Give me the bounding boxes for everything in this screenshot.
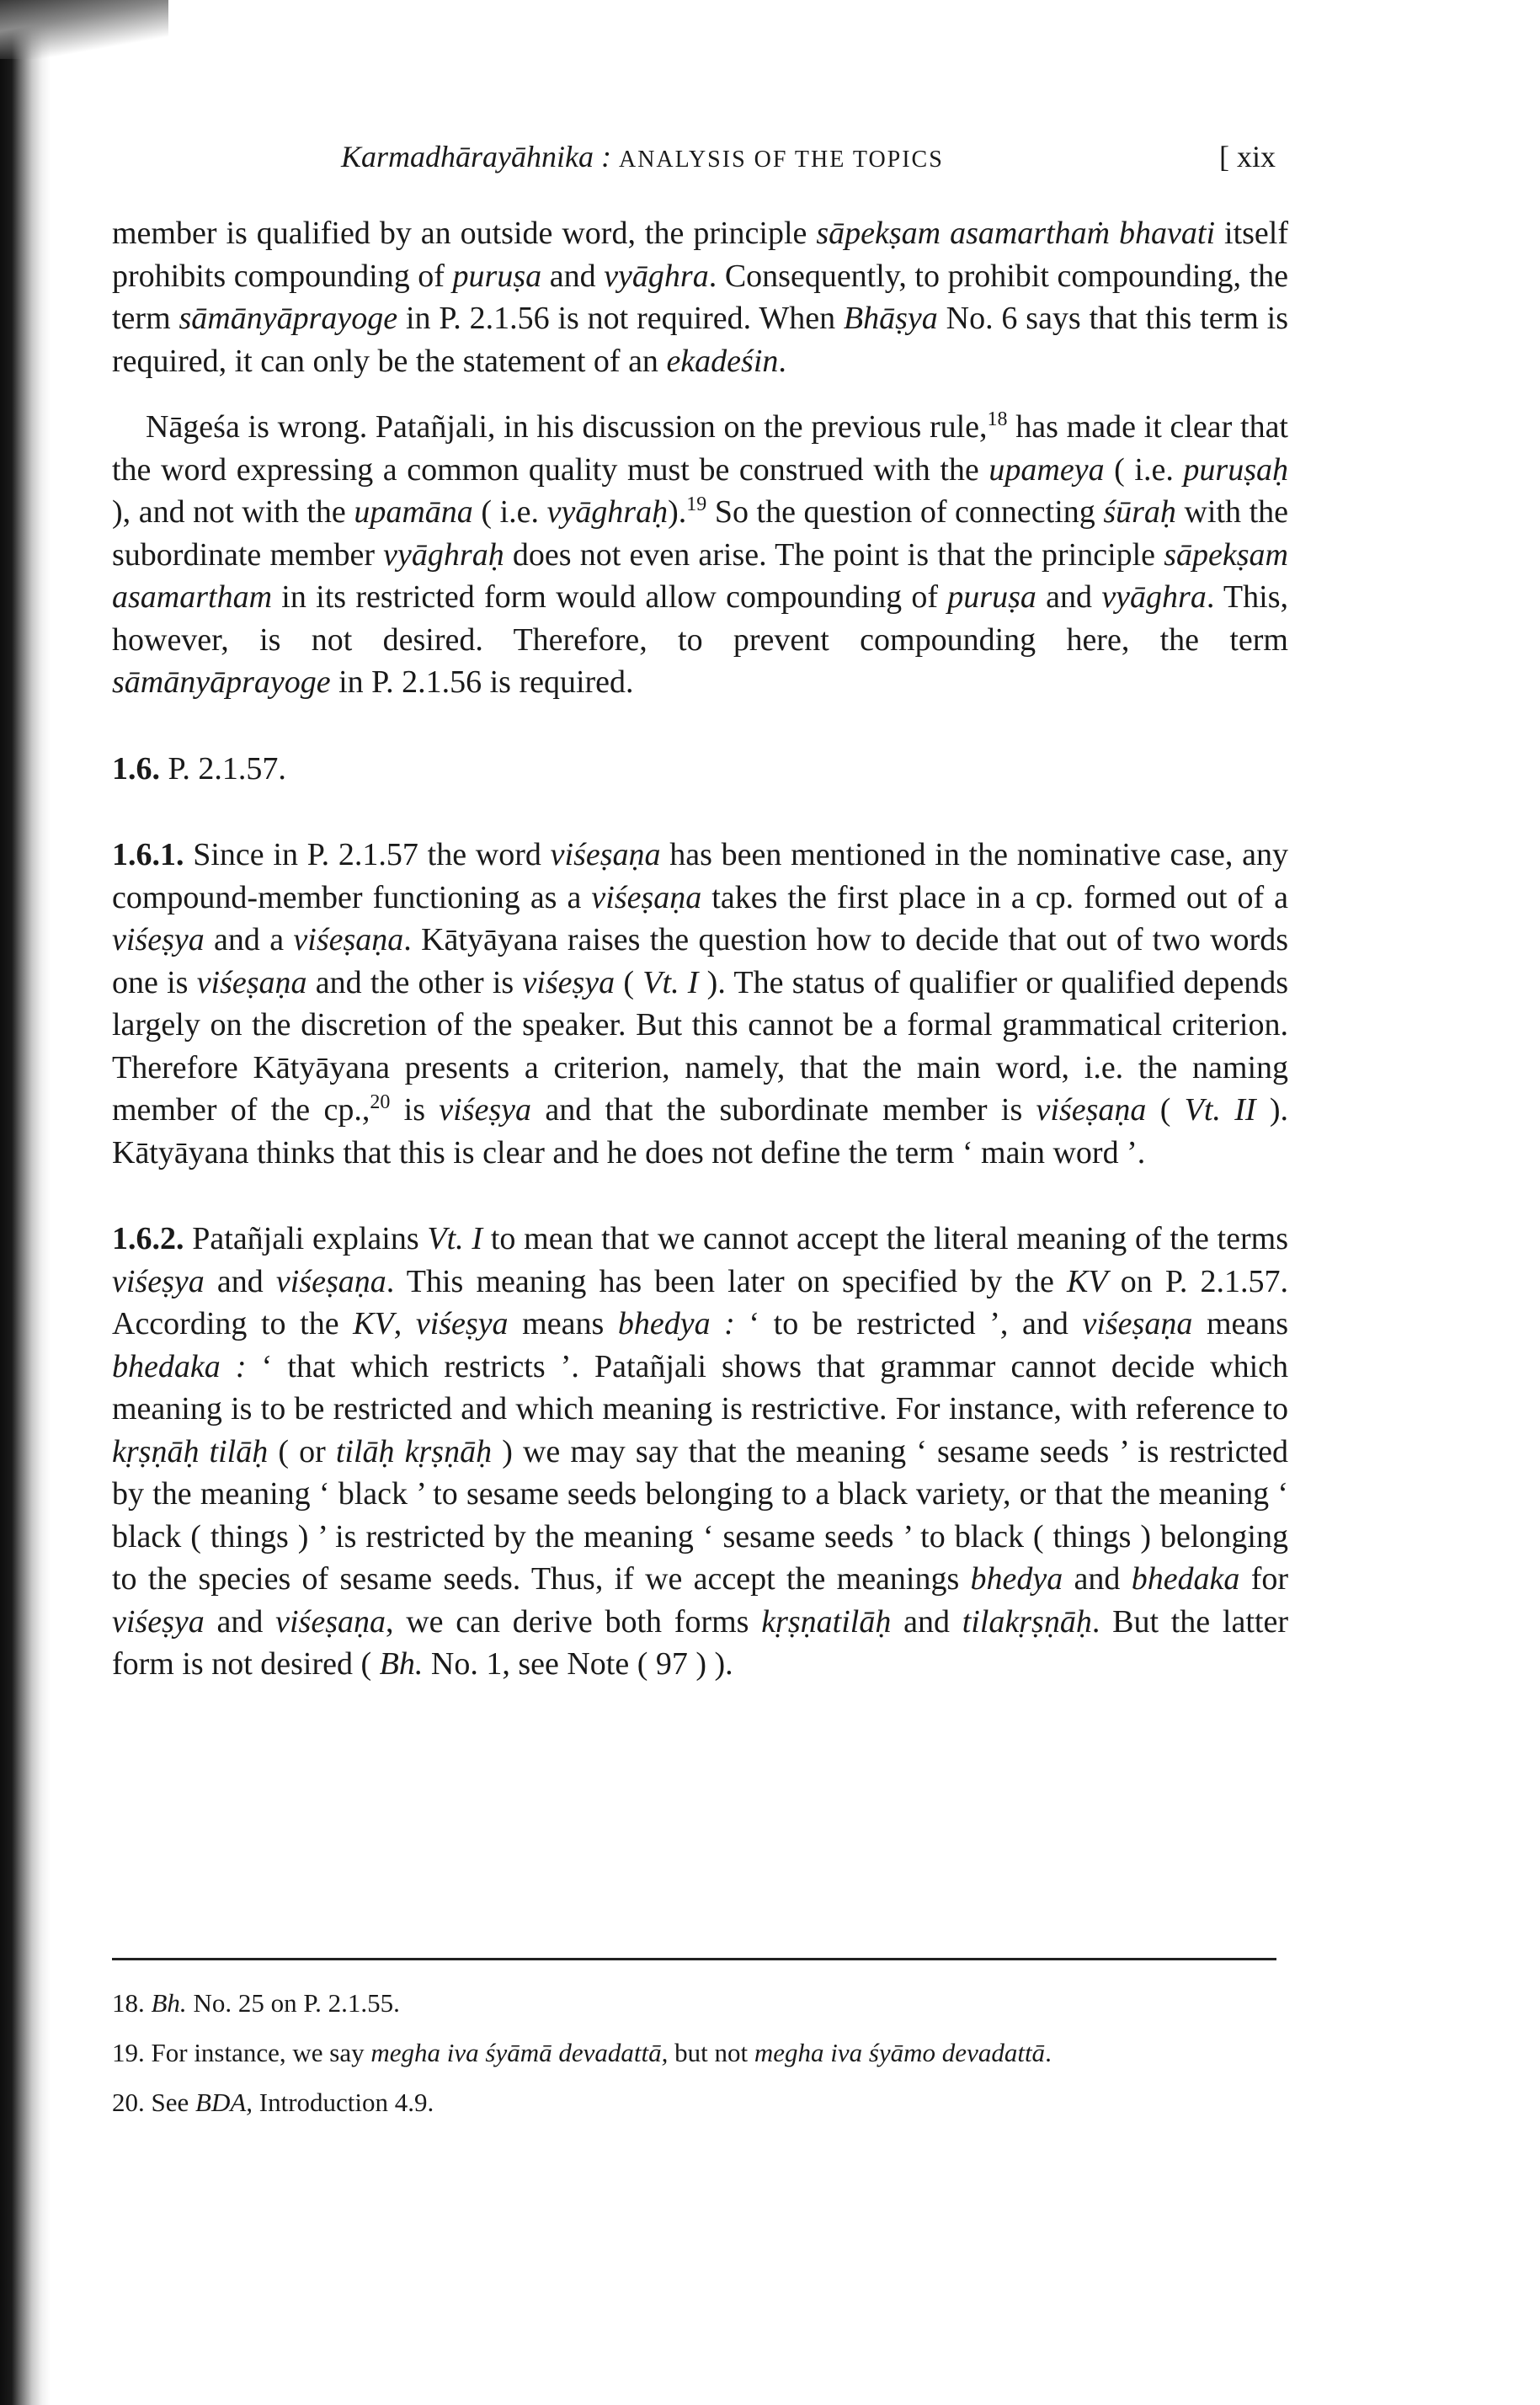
footnote-divider (112, 1958, 1276, 1960)
footnote-18: 18. Bh. No. 25 on P. 2.1.55. (112, 1988, 400, 2018)
book-spine-shadow (0, 0, 51, 2405)
section-1-6-1: 1.6.1. Since in P. 2.1.57 the word viśeṣaṇa has been mentioned in the nominative case, any compound-member functioning as a viśeṣaṇa takes the first place in a cp. formed out of a viśeṣya and a viśeṣaṇa. Kātyāyana raises the question how to decide that out of two words one is viśeṣaṇa and the other is viśeṣya ( Vt. I ). The status of qualifier or qualified depends largely on the discretion of the speaker. But this cannot be a formal grammatical criterion. Therefore Kātyāyana presents a criterion, namely, that the main word, i.e. the naming member of the cp.,$^{20}$ is viśeṣya and that the subordinate member is viśeṣaṇa ( Vt. II ). Kātyāyana thinks that this is clear and he does not define the term ‘ main word ’. (112, 837, 1288, 1171)
footnote-ref-19: 19 (686, 493, 707, 515)
paragraph-continued: member is qualified by an outside word, the principle sāpekṣam asamarthaṁ bhavati itself prohibits compounding of puruṣa and vyāghra. Consequently, to prohibit compounding, the term sāmānyāprayoge in P. 2.1.56 is not required. When Bhāṣya No. 6 says that this term is required, it can only be the statement of an ekadeśin. (112, 216, 1288, 379)
footnote-ref-18: 18 (987, 408, 1008, 430)
footnote-19: 19. For instance, we say megha iva śyāmā devadattā, but not megha iva śyāmo devadattā. (112, 2038, 1052, 2067)
page-number: [ xix (1219, 140, 1276, 173)
footnote-20: 20. See BDA, Introduction 4.9. (112, 2088, 434, 2117)
footnotes (112, 1986, 1288, 2135)
body-text (112, 212, 1288, 1686)
running-header (341, 139, 1276, 186)
footnote-ref-20: 20 (370, 1091, 391, 1113)
section-heading-1-6: 1.6. P. 2.1.57. (112, 750, 286, 787)
paragraph-nagesa: Nāgeśa is wrong. Patañjali, in his discussion on the previous rule,$^{18}$ has made it clear that the word expressing a common quality must be construed with the upameya ( i.e. puruṣaḥ ), and not with the upamāna ( i.e. vyāghraḥ).$^{19}$ So the question of connecting śūraḥ with the subordinate member vyāghraḥ does not even arise. The point is that the principle sāpekṣam asamartham in its restricted form would allow compounding of puruṣa and vyāghra. This, however, is not desired. Therefore, to prevent compounding here, the term sāmānyāprayoge in P. 2.1.56 is required. (112, 408, 1289, 700)
running-title: Karmadhārayāhnika : ANALYSIS OF THE TOPICS (341, 140, 944, 173)
scan-corner-shadow (0, 0, 168, 59)
section-1-6-2: 1.6.2. Patañjali explains Vt. I to mean that we cannot accept the literal meaning of the terms viśeṣya and viśeṣaṇa. This meaning has been later on specified by the KV on P. 2.1.57. According to the KV, viśeṣya means bhedya : ‘ to be restricted ’, and viśeṣaṇa means bhedaka : ‘ that which restricts ’. Patañjali shows that grammar cannot decide which meaning is to be restricted and which meaning is restrictive. For instance, with reference to kṛṣṇāḥ tilāḥ ( or tilāḥ kṛṣṇāḥ ) we may say that the meaning ‘ sesame seeds ’ is restricted by the meaning ‘ black ’ to sesame seeds belonging to a black variety, or that the meaning ‘ black ( things ) ’ is restricted by the meaning ‘ sesame seeds ’ to black ( things ) belonging to the species of sesame seeds. Thus, if we accept the meanings bhedya and bhedaka for viśeṣya and viśeṣaṇa, we can derive both forms kṛṣṇatilāḥ and tilakṛṣṇāḥ. But the latter form is not desired ( Bh. No. 1, see Note ( 97 ) ). (112, 1221, 1289, 1682)
